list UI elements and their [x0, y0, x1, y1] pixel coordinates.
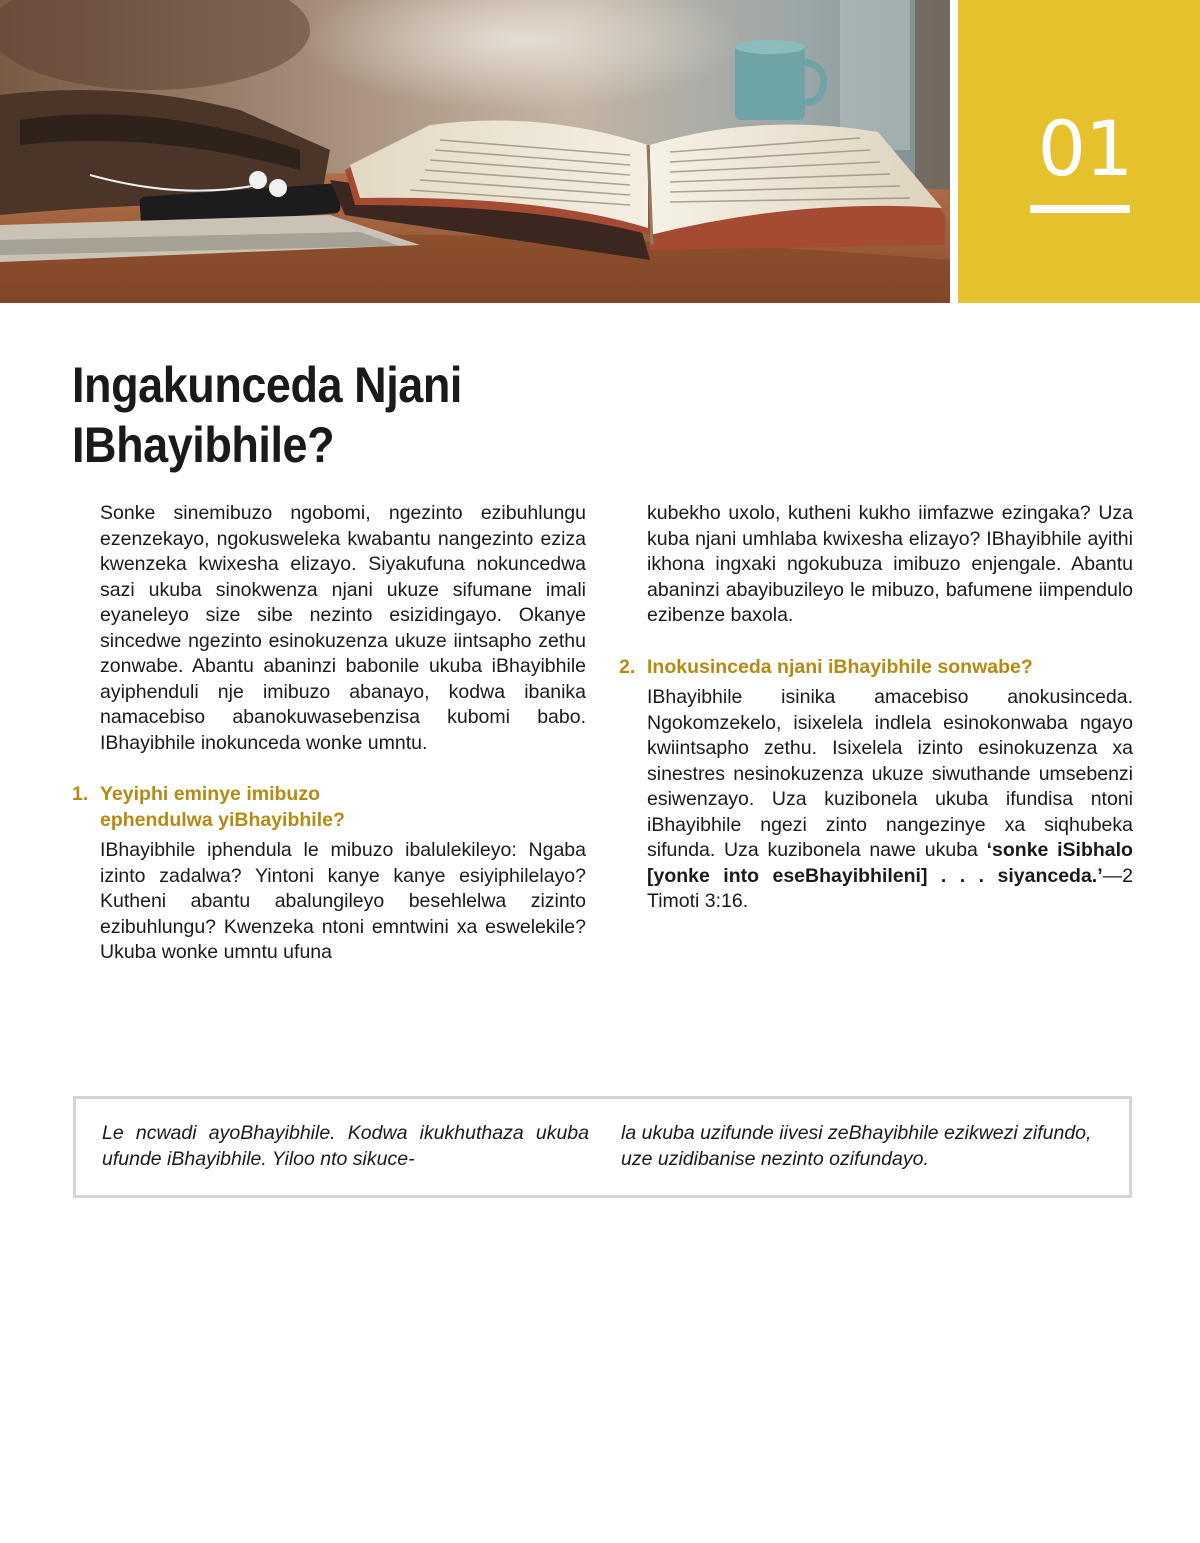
scripture-quote: ‘sonke iSibhalo [yonke into eseBhayibhileni] . . . siyanceda.’ [647, 839, 1133, 887]
lesson-number-box [958, 0, 1200, 303]
question-2-heading [619, 655, 1133, 681]
intro-paragraph: Sonke sinemibuzo ngobomi, ngezinto ezibuhlungu ezenzekayo, ngokusweleka kwabantu nangezinto eziza kwenzeka kwixesha elizayo. Siyakufuna nokuncedwa sazi ukuba sinokwenza njani ukuze sifumane imali eyaneleyo size sibe nezinto esizidingayo. Okanye sincedwe ngezinto esinokuzenza ukuze iintsapho zethu zonwabe. Abantu abaninzi babonile ukuba iBhayibhile ayiphenduli nje imibuzo abanayo, kodwa ibanika namacebiso abanokuwasebenzisa kubomi babo. IBhayibhile inokunceda wonke umntu. [100, 502, 586, 754]
question-2-answer-text: IBhayibhile isinika amacebiso anokusinceda. Ngokomzekelo, isixelela indlela esinokonwaba ngayo kwiintsapho zethu. Isixelela izinto esinokuzenza xa sinestres nesinokuzenza ukuze siwuthande umsebenzi esiwenzayo. Uza kuzibonela ukuba ifundisa ntoni iBhayibhile ngezi zinto nangezinye xa siqhubeka sifunda. Uza kuzibonela nawe ukuba [647, 686, 1133, 861]
note-text-left: Le ncwadi ayoBhayibhile. Kodwa ikukhuthaza ukuba ufunde iBhayibhile. Yiloo nto sikuce- [102, 1122, 589, 1170]
question-1-line-2: ephendulwa yiBhayibhile? [100, 808, 345, 831]
question-2-text: Inokusinceda njani iBhayibhile sonwabe? [647, 655, 1033, 678]
scripture-citation: —2 Timoti 3:16. [647, 864, 1133, 912]
lesson-number-underline [1030, 205, 1130, 213]
question-1-number: 1. [72, 783, 89, 805]
header-photo-open-bible [0, 0, 950, 303]
question-1-line-1: Yeyiphi eminye imibuzo [100, 783, 320, 805]
question-1-answer-part-2: kubekho uxolo, kutheni kukho iimfazwe ezingaka? Uza kuba njani umhlaba kwixesha elizayo? IBhayibhile ayithi ikhona ingxaki ngokubuza imibuzo enjengale. Abantu abaninzi abayibuzileyo le mibuzo, bafumene iimpendulo ezibenze baxola. [647, 502, 1133, 626]
question-2-answer [647, 685, 1133, 915]
left-column [72, 501, 586, 966]
right-column [619, 501, 1133, 915]
page-title: Ingakunceda Njani IBhayibhile? [72, 357, 462, 473]
note-text-right: la ukuba uzifunde iivesi zeBhayibhile ezikwezi zifundo, uze uzidibanise nezinto ozifundayo. [621, 1122, 1092, 1170]
question-2-number: 2. [619, 655, 636, 678]
note-box [73, 1096, 1132, 1198]
question-1-answer-part-1: IBhayibhile iphendula le mibuzo ibalulekileyo: Ngaba izinto zadalwa? Yintoni kanye kanye esiyiphilelayo? Kutheni abantu abalungileyo besehlelwa zizinto ezibuhlungu? Kwenzeka ntoni emntwini xa eswelekile? Ukuba wonke umntu ufuna [100, 839, 586, 963]
question-1-heading [72, 782, 586, 833]
lesson-number: 01 [1037, 104, 1133, 193]
open-bible-illustration [0, 0, 950, 303]
